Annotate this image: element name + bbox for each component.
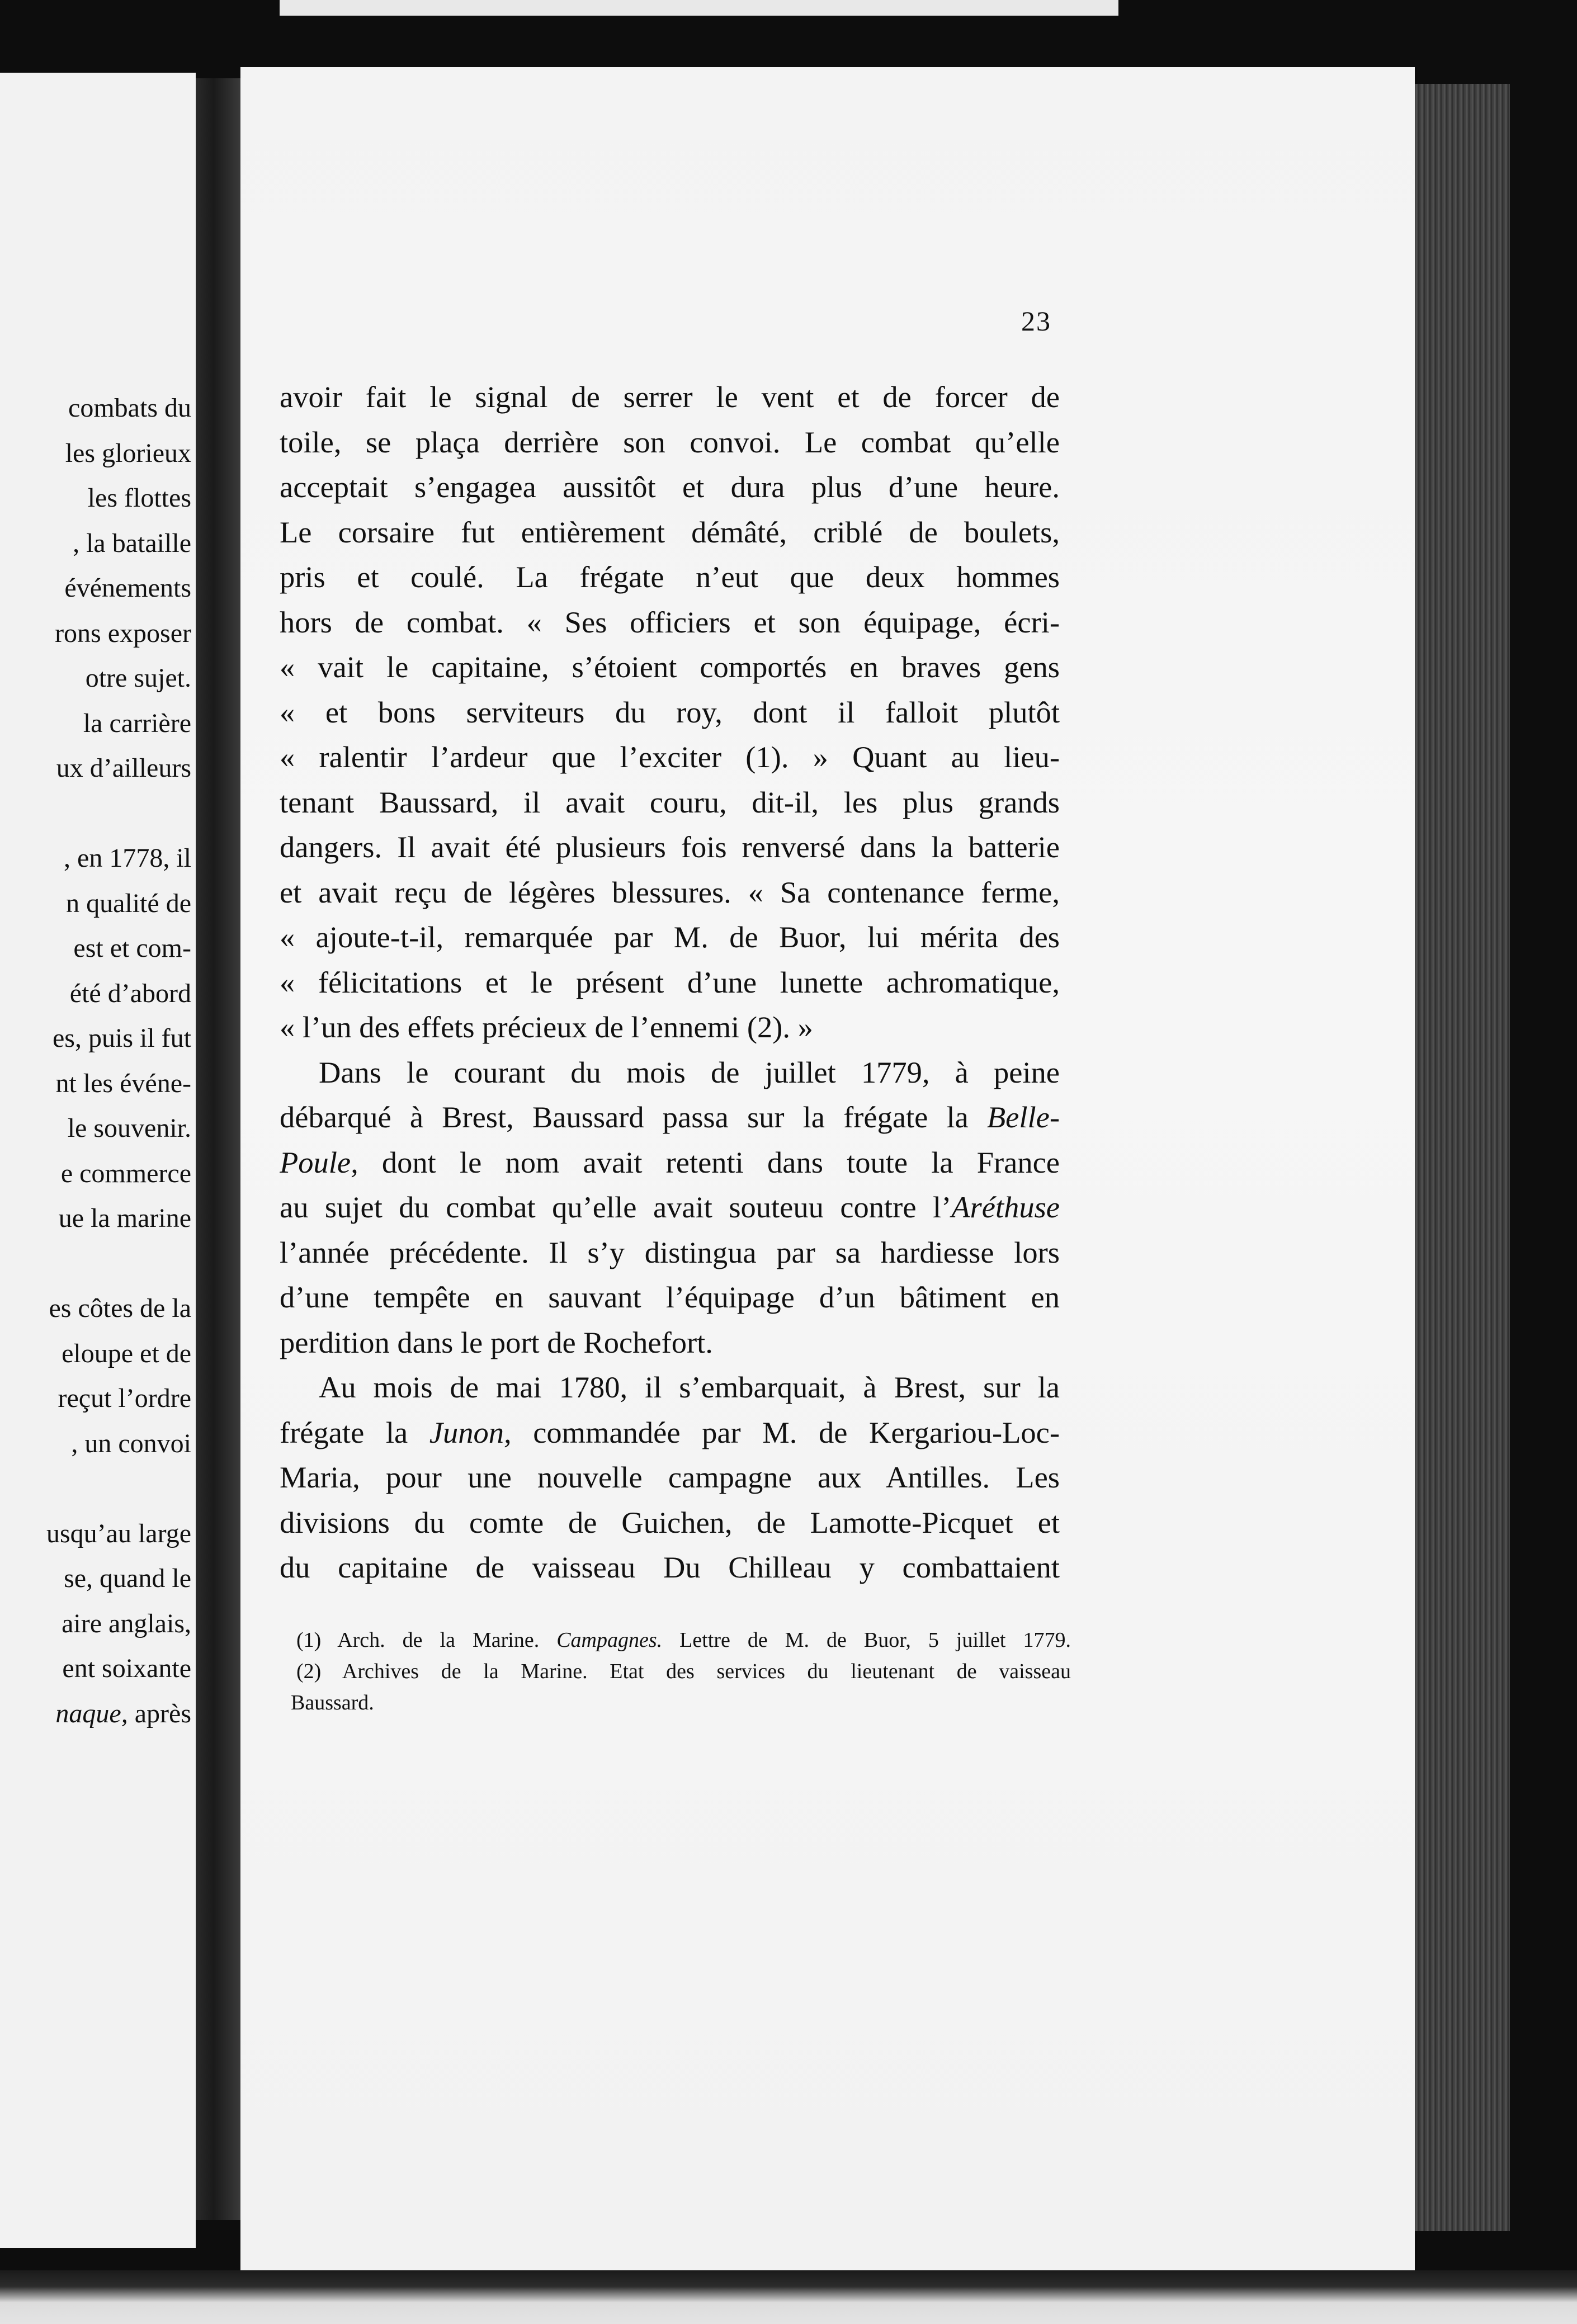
left-line: nt les événe-	[55, 1068, 191, 1098]
left-page	[0, 73, 196, 2248]
left-line	[0, 1466, 191, 1511]
left-line: es, puis il fut	[53, 1023, 191, 1053]
left-line: combats du	[68, 393, 191, 423]
body-line: « l’un des effets précieux de l’ennemi (2). »	[280, 1010, 813, 1044]
left-line: , la bataille	[73, 528, 191, 558]
body-line: Poule, dont le nom avait retenti dans toute la France	[280, 1145, 1060, 1179]
body-line: Le corsaire fut entièrement démâté, criblé de boulets,	[280, 514, 1060, 549]
left-line: , un convoi	[71, 1428, 191, 1458]
body-line: Maria, pour une nouvelle campagne aux Antilles. Les	[280, 1460, 1060, 1494]
body-line: toile, se plaça derrière son convoi. Le combat qu’elle	[280, 424, 1060, 459]
left-line: événements	[64, 573, 191, 603]
footnotes	[291, 1624, 1071, 1718]
footnote: Baussard.	[291, 1691, 374, 1714]
body-line: « et bons serviteurs du roy, dont il falloit plutôt	[280, 695, 1060, 729]
book-gutter	[196, 78, 240, 2220]
footnote: (1) Arch. de la Marine. Campagnes. Lettre de M. de Buor, 5 juillet 1779.	[296, 1628, 1071, 1652]
body-line: divisions du comte de Guichen, de Lamotte-Picquet et	[280, 1505, 1060, 1539]
body-line: avoir fait le signal de serrer le vent et de forcer de	[280, 380, 1060, 414]
left-page-text	[0, 386, 191, 1736]
left-line: ue la marine	[58, 1203, 191, 1233]
body-line: frégate la Junon, commandée par M. de Kergariou-Loc-	[280, 1415, 1060, 1449]
body-line: au sujet du combat qu’elle avait souteuu contre l’Aréthuse	[280, 1190, 1060, 1224]
left-line	[0, 791, 191, 837]
left-line: est et com-	[73, 933, 191, 963]
body-line: d’une tempête en sauvant l’équipage d’un bâtiment en	[280, 1280, 1060, 1314]
left-line: se, quand le	[64, 1563, 191, 1593]
left-line: eloupe et de	[62, 1338, 191, 1368]
body-line: acceptait s’engagea aussitôt et dura plus d’une heure.	[280, 470, 1060, 504]
body-line: « ajoute-t-il, remarquée par M. de Buor, lui mérita des	[280, 920, 1060, 954]
left-line: reçut l’ordre	[58, 1383, 191, 1413]
left-line: naque, après	[55, 1698, 191, 1728]
left-line: e commerce	[60, 1158, 191, 1188]
left-line: les flottes	[87, 483, 191, 513]
body-line: hors de combat. « Ses officiers et son équipage, écri-	[280, 604, 1060, 639]
left-line: la carrière	[83, 708, 191, 738]
left-line: n qualité de	[66, 888, 191, 918]
bottom-page-strip	[0, 2270, 1577, 2324]
body-line: « ralentir l’ardeur que l’exciter (1). » Quant au lieu-	[280, 740, 1060, 774]
left-line: usqu’au large	[46, 1518, 191, 1548]
left-line: rons exposer	[55, 618, 191, 648]
top-page-strip	[280, 0, 1118, 16]
body-line: pris et coulé. La frégate n’eut que deux hommes	[280, 560, 1060, 594]
left-line: les glorieux	[65, 438, 191, 468]
body-line: Au mois de mai 1780, il s’embarquait, à Brest, sur la	[319, 1370, 1060, 1404]
left-line: aire anglais,	[62, 1608, 191, 1638]
body-line: tenant Baussard, il avait couru, dit-il, les plus grands	[280, 785, 1060, 819]
left-line: été d’abord	[69, 978, 191, 1008]
left-line: ux d’ailleurs	[56, 753, 191, 783]
footnote: (2) Archives de la Marine. Etat des services du lieutenant de vaisseau	[296, 1660, 1071, 1683]
body-line: « félicitations et le présent d’une lunette achromatique,	[280, 965, 1060, 999]
body-line: perdition dans le port de Rochefort.	[280, 1325, 713, 1359]
body-line: l’année précédente. Il s’y distingua par sa hardiesse lors	[280, 1235, 1060, 1269]
body-line: du capitaine de vaisseau Du Chilleau y combattaient	[280, 1550, 1060, 1584]
body-line: dangers. Il avait été plusieurs fois renversé dans la batterie	[280, 830, 1060, 864]
left-line: es côtes de la	[49, 1293, 191, 1323]
body-text	[280, 375, 1060, 1590]
body-line: « vait le capitaine, s’étoient comportés en braves gens	[280, 650, 1060, 684]
page-number: 23	[1021, 305, 1051, 337]
left-line	[0, 1241, 191, 1287]
left-line: le souvenir.	[67, 1113, 191, 1143]
body-line: et avait reçu de légères blessures. « Sa contenance ferme,	[280, 875, 1060, 909]
left-line: , en 1778, il	[64, 843, 191, 873]
left-line: ent soixante	[62, 1654, 191, 1683]
body-line: Dans le courant du mois de juillet 1779, à peine	[319, 1055, 1060, 1089]
left-line: otre sujet.	[85, 663, 191, 693]
page-edges	[1415, 84, 1510, 2231]
body-line: débarqué à Brest, Baussard passa sur la frégate la Belle-	[280, 1100, 1060, 1134]
